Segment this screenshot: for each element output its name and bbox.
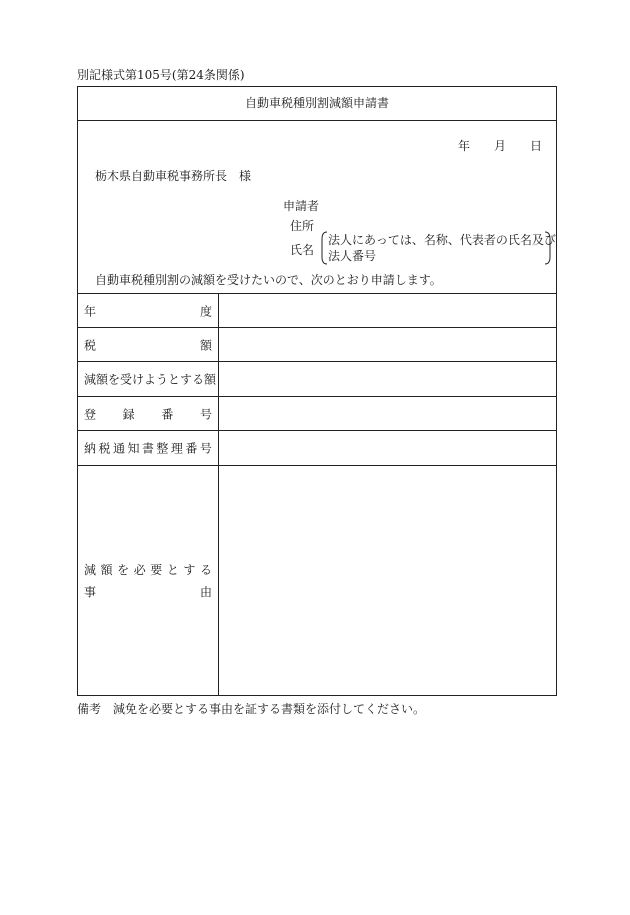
reason-label-line1 xyxy=(84,559,212,581)
label-char: 号 xyxy=(199,441,212,456)
notice-number-value-field[interactable] xyxy=(219,431,556,465)
date-day: 日 xyxy=(530,139,543,153)
application-form xyxy=(77,86,557,696)
label-char: 整 xyxy=(156,441,169,456)
label-char: と xyxy=(166,562,179,577)
label-char: 号 xyxy=(199,407,212,421)
label-char: 税 xyxy=(98,441,111,456)
intro-section xyxy=(78,121,556,294)
label-char: 書 xyxy=(141,441,154,456)
label-char: 由 xyxy=(199,584,212,599)
addressee: 栃木県自動車税事務所長 様 xyxy=(95,169,252,183)
reason-value-field[interactable] xyxy=(219,466,556,695)
label-char: 納 xyxy=(84,441,97,456)
label-char: 事 xyxy=(84,584,97,599)
reduction-amount-label: 減額を受けようとする額 xyxy=(84,372,217,387)
tax-amount-value-field[interactable] xyxy=(219,328,556,361)
label-char: る xyxy=(199,562,212,577)
label-char: 減 xyxy=(84,562,97,577)
tax-amount-label xyxy=(84,336,212,353)
label-char: 理 xyxy=(170,441,183,456)
name-note-line1: 法人にあっては、名称、代表者の氏名及び xyxy=(328,233,556,247)
registration-number-label xyxy=(84,405,212,422)
label-char: 額 xyxy=(199,338,212,352)
year-label xyxy=(84,302,212,319)
label-char: 登 xyxy=(84,407,97,421)
table-row xyxy=(78,397,556,431)
date-year: 年 xyxy=(458,139,471,153)
table-row xyxy=(78,466,556,695)
reduction-amount-value-field[interactable] xyxy=(219,362,556,396)
name-note-line2: 法人番号 xyxy=(328,249,377,263)
label-char: 通 xyxy=(112,441,125,456)
label-char: 額 xyxy=(100,562,113,577)
applicant-label: 申請者 xyxy=(283,199,320,213)
label-char: 度 xyxy=(199,304,212,318)
label-char: を xyxy=(117,562,130,577)
name-label: 氏名 xyxy=(290,243,315,257)
label-char: 番 xyxy=(161,407,174,421)
label-char: 録 xyxy=(122,407,135,421)
label-char: 知 xyxy=(127,441,140,456)
address-label: 住所 xyxy=(290,219,315,233)
remarks: 備考 減免を必要とする事由を証する書類を添付してください。 xyxy=(77,702,426,716)
label-char: 年 xyxy=(84,304,97,318)
label-char: 番 xyxy=(185,441,198,456)
table-row xyxy=(78,328,556,362)
statement: 自動車税種別割の減額を受けたいので、次のとおり申請します。 xyxy=(95,273,442,287)
year-value-field[interactable] xyxy=(219,294,556,327)
table-row xyxy=(78,362,556,397)
registration-number-value-field[interactable] xyxy=(219,397,556,430)
form-title: 自動車税種別割減額申請書 xyxy=(78,87,556,121)
label-char: す xyxy=(183,562,196,577)
label-char: 要 xyxy=(150,562,163,577)
reason-label-line2 xyxy=(84,581,212,603)
table-row xyxy=(78,294,556,328)
table-row xyxy=(78,431,556,466)
notice-number-label xyxy=(84,440,212,457)
form-number-label: 別記様式第105号(第24条関係) xyxy=(77,68,245,82)
label-char: 税 xyxy=(84,338,97,352)
date-month: 月 xyxy=(494,139,507,153)
name-note xyxy=(321,231,556,265)
label-char: 必 xyxy=(133,562,146,577)
